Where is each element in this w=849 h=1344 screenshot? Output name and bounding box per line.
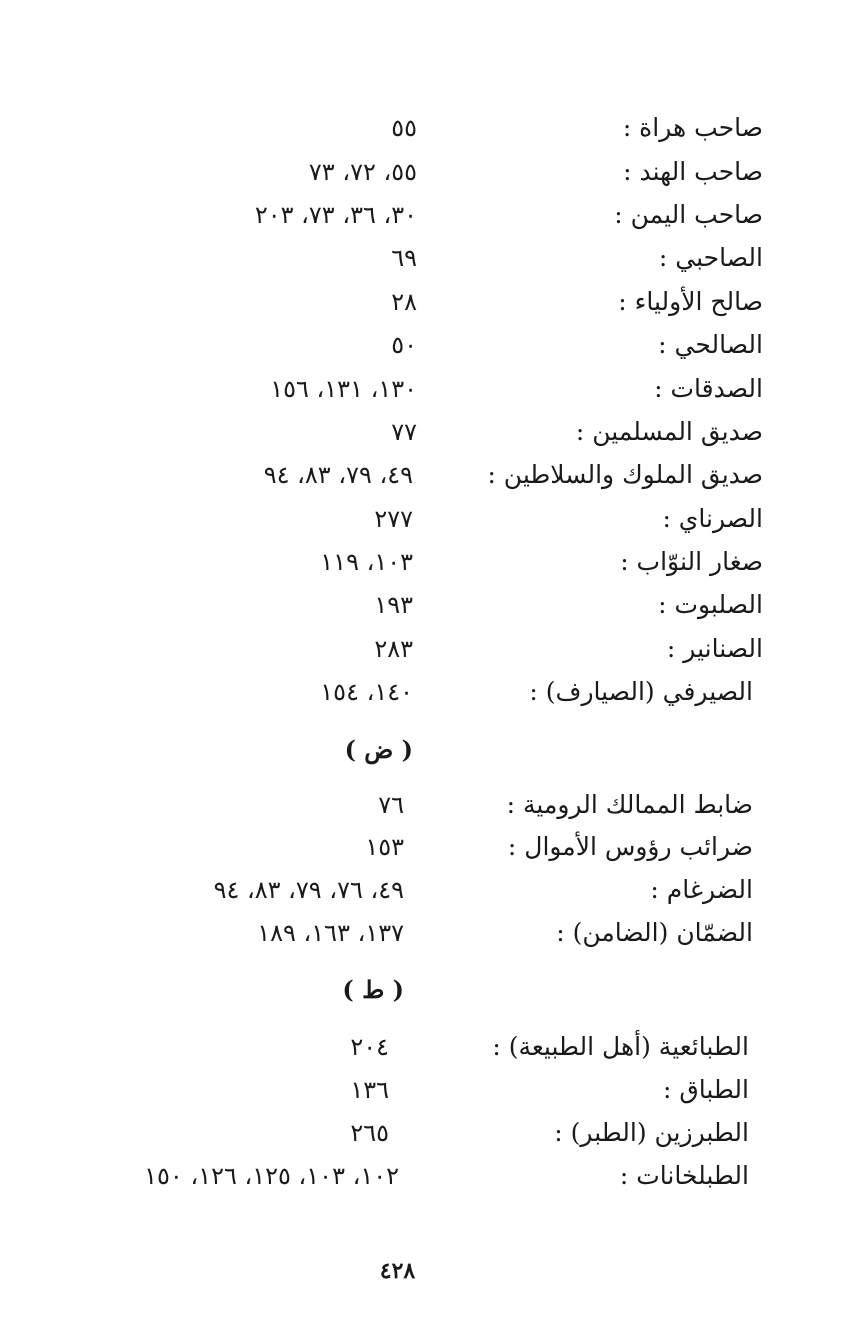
index-term: الصالحي :	[658, 330, 763, 359]
index-entry	[0, 238, 849, 278]
index-entry	[0, 1156, 849, 1196]
index-entry	[0, 827, 849, 867]
index-term: ضابط الممالك الرومية :	[506, 790, 753, 819]
index-entry	[0, 585, 849, 625]
index-pages: ٧٧	[391, 418, 417, 446]
index-pages: ١٤٠، ١٥٤	[320, 678, 413, 706]
index-entry	[0, 629, 849, 669]
index-entry	[0, 1113, 849, 1153]
index-entry	[0, 412, 849, 452]
index-pages: ٥٥	[391, 114, 417, 142]
index-pages: ١٠٢، ١٠٣، ١٢٥، ١٢٦، ١٥٠	[144, 1162, 399, 1190]
index-term: الطباق :	[663, 1075, 749, 1104]
index-entry	[0, 195, 849, 235]
index-pages: ١٣٧، ١٦٣، ١٨٩	[257, 919, 404, 947]
index-pages: ١٣٦	[350, 1076, 389, 1104]
index-term: صالح الأولياء :	[618, 287, 763, 316]
index-entry	[0, 369, 849, 409]
index-pages: ١٩٣	[374, 591, 413, 619]
index-pages: ١٣٠، ١٣١، ١٥٦	[270, 375, 417, 403]
index-term: الصيرفي (الصيارف) :	[529, 677, 753, 706]
index-term: الصدقات :	[654, 374, 763, 403]
index-pages: ١٥٣	[365, 833, 404, 861]
index-pages: ٢٧٧	[374, 505, 413, 533]
index-pages: ٧٦	[378, 791, 404, 819]
index-entry	[0, 1027, 849, 1067]
index-term: صغار النوّاب :	[620, 547, 763, 576]
index-term: صاحب اليمن :	[614, 200, 763, 229]
index-term: الطبرزين (الطبر) :	[554, 1118, 749, 1147]
index-term: الصرناي :	[662, 504, 763, 533]
index-term: الصلبوت :	[658, 590, 763, 619]
index-term: الضرغام :	[650, 875, 753, 904]
index-term: ضرائب رؤوس الأموال :	[507, 832, 753, 861]
index-pages: ٢٨٣	[374, 635, 413, 663]
index-term: الطبلخانات :	[619, 1161, 749, 1190]
index-pages: ٥٥، ٧٢، ٧٣	[308, 158, 417, 186]
index-term: الصاحبي :	[658, 243, 763, 272]
index-term: صديق المسلمين :	[575, 417, 763, 446]
index-term: الطبائعية (أهل الطبيعة) :	[492, 1032, 749, 1061]
index-entry	[0, 325, 849, 365]
index-pages: ٢٠٤	[350, 1033, 389, 1061]
index-entry	[0, 108, 849, 148]
index-pages: ٥٠	[391, 331, 417, 359]
index-pages: ٤٩، ٧٩، ٨٣، ٩٤	[263, 461, 413, 489]
index-entry	[0, 542, 849, 582]
page-number: ٤٢٨	[379, 1258, 416, 1284]
index-entry	[0, 870, 849, 910]
index-pages: ١٠٣، ١١٩	[320, 548, 413, 576]
index-entry	[0, 152, 849, 192]
index-term: صاحب الهند :	[623, 157, 763, 186]
index-entry	[0, 1070, 849, 1110]
index-entry	[0, 785, 849, 825]
index-pages: ٦٩	[391, 244, 417, 272]
index-pages: ٢٨	[391, 288, 417, 316]
index-term: صديق الملوك والسلاطين :	[487, 460, 763, 489]
index-entry	[0, 499, 849, 539]
index-entry	[0, 913, 849, 953]
index-entry	[0, 672, 849, 712]
index-term: الضمّان (الضامن) :	[556, 918, 753, 947]
index-term: صاحب هراة :	[622, 113, 763, 142]
index-term: الصنانير :	[666, 634, 763, 663]
index-pages: ٣٠، ٣٦، ٧٣، ٢٠٣	[254, 201, 417, 229]
section-heading-dad: ( ض )	[344, 735, 413, 764]
section-heading-ta: ( ط )	[342, 975, 404, 1004]
index-entry	[0, 282, 849, 322]
index-pages: ٢٦٥	[350, 1119, 389, 1147]
index-entry	[0, 455, 849, 495]
index-pages: ٤٩، ٧٦، ٧٩، ٨٣، ٩٤	[213, 876, 404, 904]
